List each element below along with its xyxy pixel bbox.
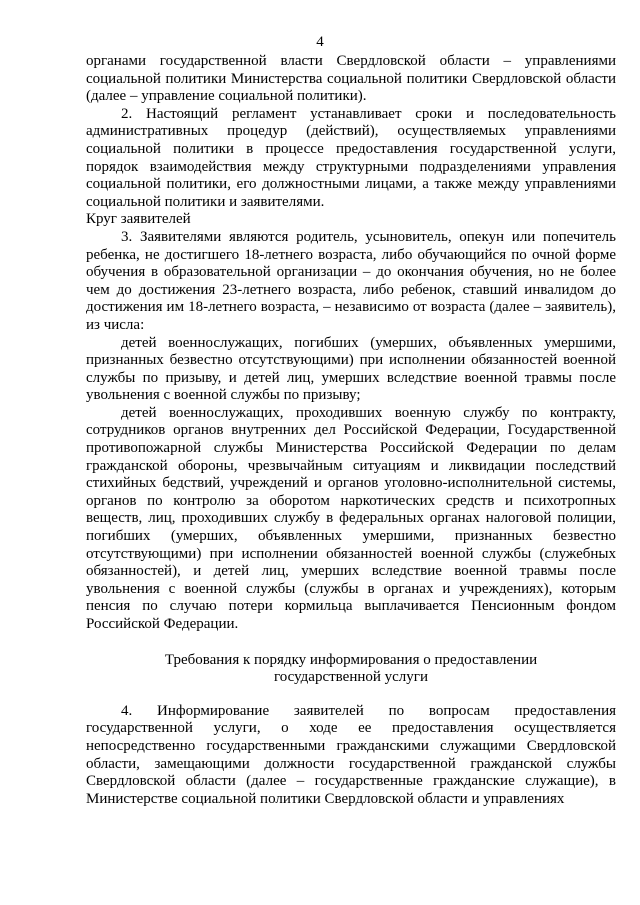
section-heading-requirements — [86, 652, 616, 687]
paragraph-3: 3. Заявителями являются родитель, усыновитель, опекун или попечитель ребенка, не достигшего 18-летнего возраста, либо обучающийся по очной форме обучения в образовательной организации – до окончания обучения, но не более чем до достижения 23-летнего возраста, либо ребенок, ставший инвалидом до достижения им 18-летнего возраста, – независимо от возраста (далее – заявитель), из числа: — [86, 228, 616, 333]
paragraph-3-item-1: детей военнослужащих, погибших (умерших, объявленных умершими, признанных безвестно отсутствующими) при исполнении обязанностей военной службы по призыву, и детей лиц, умерших вследствие военной травмы после увольнения с военной службы по призыву; — [86, 334, 616, 404]
paragraph-continuation: органами государственной власти Свердловской области – управлениями социальной политики Министерства социальной политики Свердловской области (далее – управление социальной политики). — [86, 53, 616, 105]
section-heading-applicants: Круг заявителей — [86, 211, 191, 228]
page-number: 4 — [316, 34, 324, 50]
document-body — [86, 53, 616, 808]
section-heading-requirements-line-2: государственной услуги — [274, 669, 428, 686]
paragraph-4: 4. Информирование заявителей по вопросам предоставления государственной услуги, о ходе ее предоставления осуществляется непосредственно государственными гражданскими служащими Свердловской области, замещающими должности государственной гражданской службы Свердловской области (далее – государственные гражданские служащие), в Министерстве социальной политики Свердловской области и управлениях — [86, 702, 616, 807]
paragraph-3-item-2: детей военнослужащих, проходивших военную службу по контракту, сотрудников органов внутренних дел Российской Федерации, Государственной противопожарной службы Министерства Российской Федерации по делам гражданской обороны, чрезвычайным ситуациям и ликвидации последствий стихийных бедствий, учреждений и органов уголовно-исполнительной системы, органов по контролю за оборотом наркотических средств и психотропных веществ, лиц, проходивших службу в федеральных органах налоговой полиции, погибших (умерших, объявленных умершими, признанных безвестно отсутствующими) при исполнении обязанностей военной службы (служебных обязанностей), и детей лиц, умерших вследствие военной травмы после увольнения с военной службы (службы в органах и учреждениях), которым пенсия по случаю потери кормильца выплачивается Пенсионным фондом Российской Федерации. — [86, 404, 616, 632]
paragraph-2: 2. Настоящий регламент устанавливает сроки и последовательность административных процедур (действий), осуществляемых управлениями социальной политики в процессе предоставления государственной услуги, порядок взаимодействия между структурными подразделениями управления социальной политики, его должностными лицами, а также между управлениями социальной политики и заявителями. — [86, 105, 616, 210]
section-heading-requirements-line-1: Требования к порядку информирования о предоставлении — [164, 651, 538, 668]
